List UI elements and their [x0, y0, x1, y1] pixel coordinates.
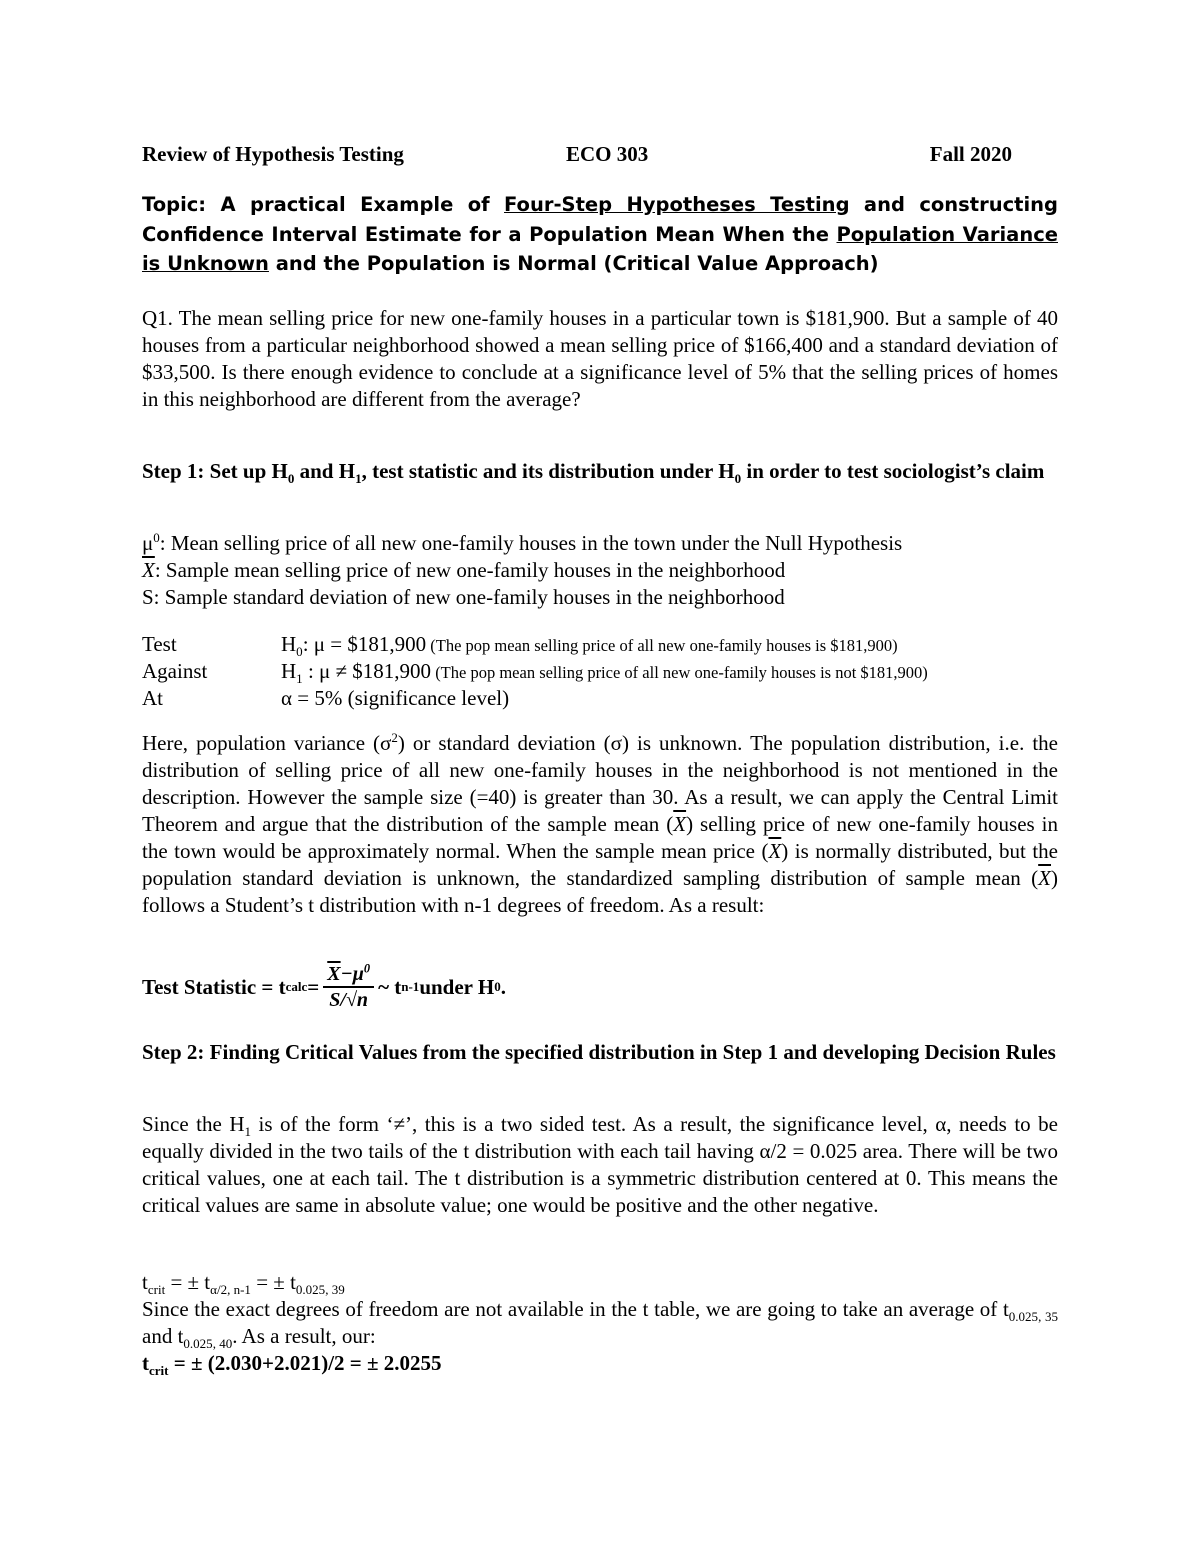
test-statistic-formula: Test Statistic = t calc = $\frac{\overline{X}-\mu^0}{S/√n}$ ~ t n-1 under H 0 . [142, 961, 506, 1011]
header-course-code: ECO 303 [566, 142, 649, 166]
topic-text-1: Topic: A practical Example of [142, 193, 505, 216]
question-1: Q1. The mean selling price for new one-family houses in a particular town is $181,900. But a sample of 40 houses from a particular neighborhood showed a mean selling price of $166,400 and a standard deviation of $33,500. Is there enough evidence to conclude at a significance level of 5% that the selling prices of homes in this neighborhood are different from the average? [142, 306, 1058, 411]
hypothesis-null-row [142, 631, 1058, 658]
topic-text-3: and the Population is Normal (Critical Value Approach) [268, 252, 879, 275]
header-row [142, 142, 1012, 170]
test-statistic-fraction: $\frac{\overline{X}-\mu^0}{S/√n}$ [323, 964, 374, 1010]
final-critical-value: $t_{crit}$ = ± (2.030+2.021)/2 = ± 2.0255 [142, 1351, 442, 1379]
label-against: Against [142, 659, 208, 683]
definition-xbar: $\overline{X}$: Sample mean selling price of new one-family houses in the neighborhood [142, 558, 786, 582]
header-course-topic: Review of Hypothesis Testing [142, 142, 404, 166]
topic-paragraph [142, 190, 1058, 279]
label-at: At [142, 686, 163, 710]
critical-value-formula: $t_{crit}$ = ± $t_{\alpha/2, n-1}$ = ± $t_{0.025, 39}$ [142, 1270, 345, 1298]
hypothesis-alternative: $H_1$ : μ ≠ $181,900 (The pop mean selling price of all new one-family houses is not $181,900) [281, 659, 928, 687]
topic-underlined-1: Four-Step Hypotheses Testing [504, 193, 850, 216]
hypothesis-null: $H_0$: μ = $181,900 (The pop mean selling price of all new one-family houses is $181,900) [281, 632, 898, 660]
definition-mu: $\mu^0$: Mean selling price of all new one-family houses in the town under the Null Hypothesis [142, 530, 903, 555]
topic-text-2: and constructing Confidence Interval Estimate for a Population Mean When the [142, 193, 1058, 246]
step-1-heading: Step 1: Set up $H_0$ and $H_1$, test statistic and its distribution under $H_0$ in order to test sociologist’s claim [142, 459, 1045, 487]
degrees-of-freedom-paragraph: Since the exact degrees of freedom are not available in the t table, we are going to take an average of $t_{0.025, 35}$ and $t_{0.025, 40}$. As a result, our: [142, 1297, 1058, 1352]
definition-s: S: Sample standard deviation of new one-family houses in the neighborhood [142, 585, 785, 609]
definitions [142, 530, 1058, 611]
topic-underlined-2: Population Variance is Unknown [142, 222, 1058, 275]
header-term: Fall 2020 [929, 142, 1012, 166]
hypothesis-alt-row [142, 658, 1058, 685]
significance-level: α = 5% (significance level) [281, 686, 510, 710]
significance-row [142, 685, 1058, 712]
label-test: Test [142, 632, 177, 656]
hypotheses-block [142, 631, 1058, 712]
step-2-heading: Step 2: Finding Critical Values from the specified distribution in Step 1 and developing Decision Rules [142, 1040, 1056, 1064]
explanation-paragraph: Here, population variance $(\sigma^2)$ or standard deviation (σ) is unknown. The population distribution, i.e. the distribution of selling price of all new one-family houses in the neighborhood is not mentioned in the description. However the sample size (=40) is greater than 30. As a result, we can apply the Central Limit Theorem and argue that the distribution of the sample mean $(\overline{X})$ selling price of new one-family houses in the town would be approximately normal. When the sample mean price $(\overline{X})$ is normally distributed, but the population standard deviation is unknown, the standardized sampling distribution of sample mean $(\overline{X})$ follows a Student’s t distribution with n-1 degrees of freedom. As a result: [142, 730, 1059, 917]
step-2-paragraph: Since the $H_1$ is of the form ‘≠’, this is a two sided test. As a result, the significance level, α, needs to be equally divided in the two tails of the t distribution with each tail having α/2 = 0.025 area. There will be two critical values, one at each tail. The t distribution is a symmetric distribution centered at 0. This means the critical values are same in absolute value; one would be positive and the other negative. [142, 1112, 1058, 1217]
